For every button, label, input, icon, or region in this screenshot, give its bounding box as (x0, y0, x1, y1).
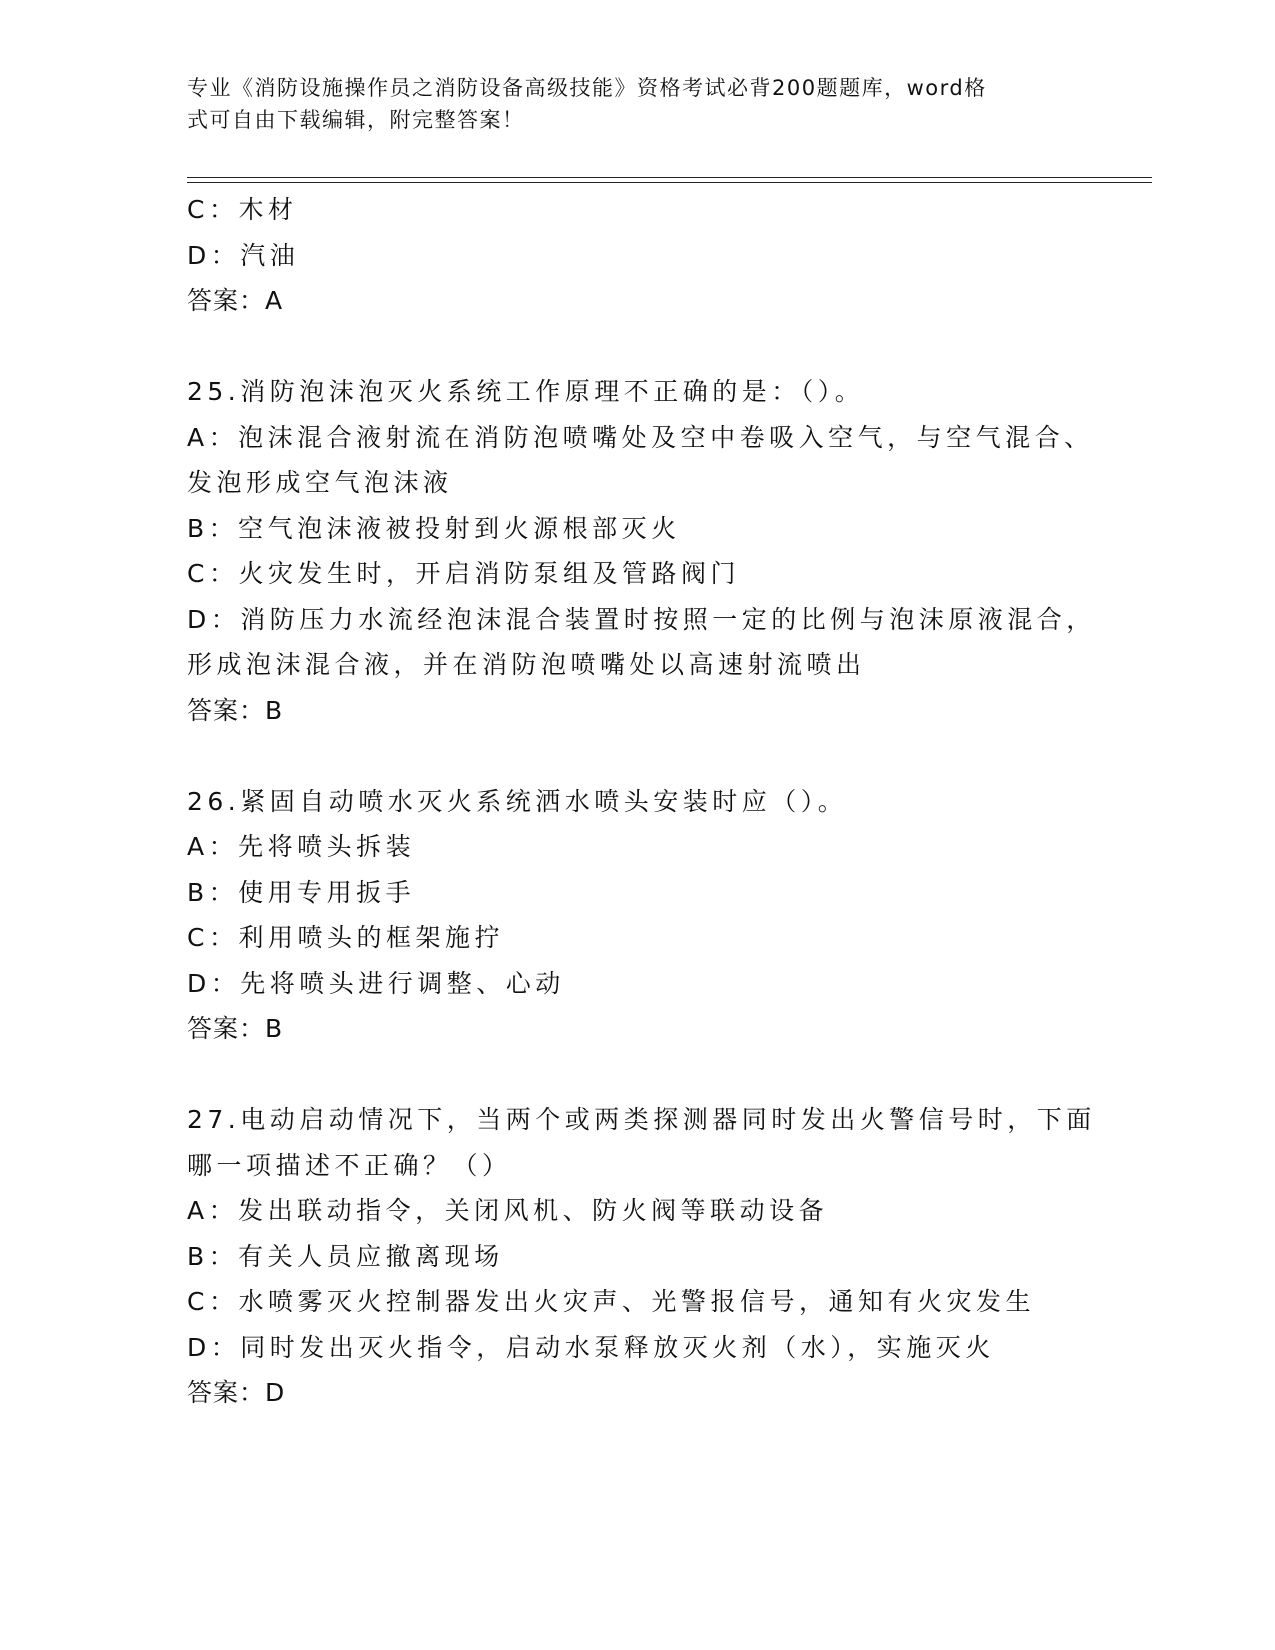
header-divider-top (187, 177, 1152, 178)
option-c: C：水喷雾灭火控制器发出火灾声、光警报信号，通知有火灾发生 (187, 1287, 1035, 1316)
option-c: C：火灾发生时，开启消防泵组及管路阀门 (187, 559, 740, 588)
option-a: A：泡沫混合液射流在消防泡喷嘴处及空中卷吸入空气，与空气混合、 (187, 422, 1094, 452)
option-d: D：消防压力水流经泡沫混合装置时按照一定的比例与泡沫原液混合， (187, 604, 1096, 634)
spacer (187, 733, 1107, 779)
question-stem: 26.紧固自动喷水灭火系统洒水喷头安装时应（）。 (187, 786, 848, 816)
option-a: A：发出联动指令，关闭风机、防火阀等联动设备 (187, 1196, 829, 1225)
option-c: C：利用喷头的框架施拧 (187, 923, 504, 952)
option-b: B：使用专用扳手 (187, 877, 416, 907)
option-b: B：空气泡沫液被投射到火源根部灭火 (187, 513, 681, 543)
question-stem: 25.消防泡沫泡灭火系统工作原理不正确的是：（）。 (187, 377, 865, 406)
option-c: C：木材 (187, 195, 298, 224)
header-divider-bottom (187, 182, 1152, 183)
question-26 (187, 779, 1107, 1052)
answer-line: 答案：A (187, 286, 284, 315)
option-b: B：有关人员应撤离现场 (187, 1241, 504, 1271)
answer-line: 答案：B (187, 1014, 284, 1043)
document-header (187, 72, 1067, 136)
answer-line: 答案：B (187, 695, 284, 725)
spacer (187, 324, 1107, 370)
spacer (187, 1052, 1107, 1098)
answer-line: 答案：D (187, 1378, 286, 1407)
question-27 (187, 1097, 1107, 1416)
option-a: A：先将喷头拆装 (187, 832, 416, 861)
option-a-continued: 发泡形成空气泡沫液 (187, 468, 453, 497)
header-title-line-1: 专业《消防设施操作员之消防设备高级技能》资格考试必背200题题库，word格 (187, 76, 987, 100)
option-d: D：同时发出灭火指令，启动水泵释放灭火剂（水），实施灭火 (187, 1332, 995, 1362)
header-title-line-2: 式可自由下载编辑，附完整答案！ (187, 108, 525, 132)
question-stem: 27.电动启动情况下，当两个或两类探测器同时发出火警信号时，下面 (187, 1105, 1096, 1134)
previous-question-tail (187, 187, 1107, 324)
question-stem-continued: 哪一项描述不正确？（） (187, 1150, 512, 1180)
option-d-continued: 形成泡沫混合液，并在消防泡喷嘴处以高速射流喷出 (187, 650, 866, 679)
option-d: D：先将喷头进行调整、心动 (187, 968, 565, 998)
document-body (187, 187, 1107, 1416)
question-25 (187, 369, 1107, 733)
option-d: D：汽油 (187, 240, 300, 270)
